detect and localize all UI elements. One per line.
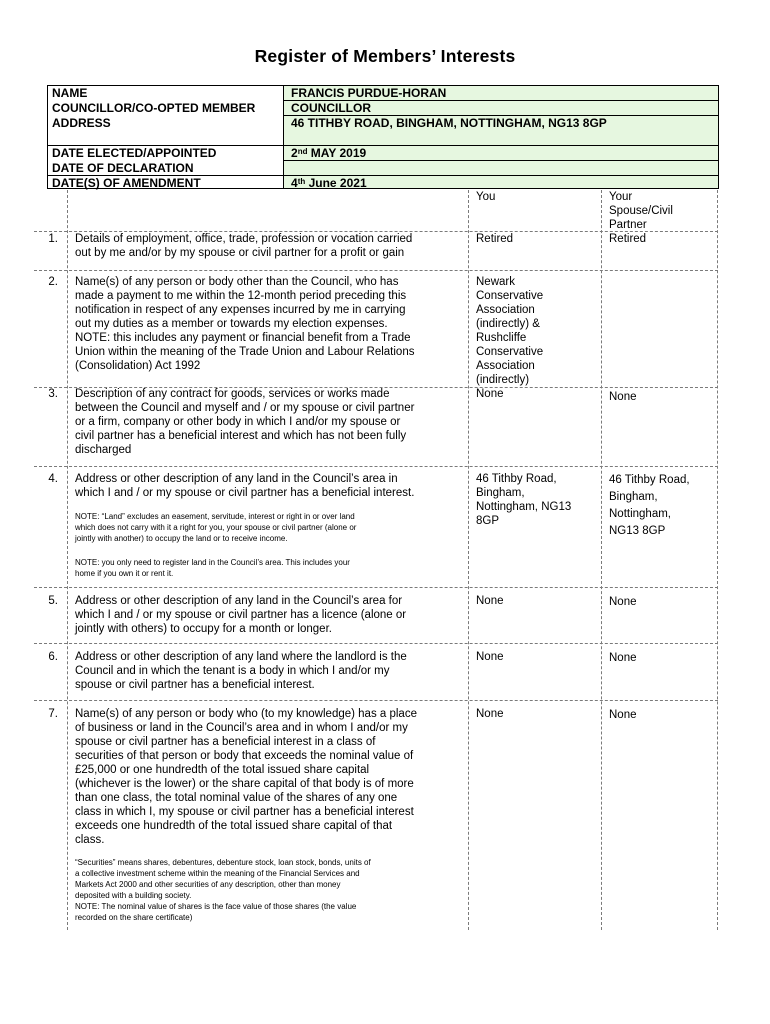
column-spouse-heading: [609, 190, 673, 232]
spouse-response: None: [609, 652, 637, 664]
securities-note: [75, 857, 371, 923]
description-line: Council and in which the tenant is a body in which I and/or my: [75, 665, 390, 677]
elected-suffix: nd: [297, 147, 308, 156]
description-line: (whichever is the lower) or the share capital of that body is of more: [75, 778, 414, 790]
item-number: 3.: [48, 388, 58, 400]
description-line: between the Council and myself and / or my spouse or civil partner: [75, 402, 415, 414]
response-line: Association: [476, 304, 535, 316]
description-line: spouse or civil partner has a beneficial interest in a class of: [75, 736, 376, 748]
response-line: Bingham,: [609, 491, 658, 503]
amendment-suffix: th: [297, 177, 306, 186]
response-line: Rushcliffe: [476, 332, 527, 344]
note-line: “Securities” means shares, debentures, debenture stock, loan stock, bonds, units of: [75, 858, 371, 867]
description-line: Address or other description of any land in the Council’s area for: [75, 595, 403, 607]
response-line: 46 Tithby Road,: [609, 474, 690, 486]
item-description: [75, 707, 417, 847]
note-line: deposited with a building society.: [75, 891, 192, 900]
you-response: None: [476, 708, 504, 720]
you-response: [476, 275, 543, 387]
response-line: Nottingham, NG13: [476, 501, 572, 513]
description-line: Details of employment, office, trade, profession or vocation carried: [75, 233, 413, 245]
column-you-heading: You: [476, 191, 496, 203]
description-line: out my duties as a member or towards my election expenses.: [75, 318, 388, 330]
note-line: NOTE: The nominal value of shares is the face value of those shares (the value: [75, 902, 357, 911]
description-line: of business or land in the Council’s area and in whom I and/or my: [75, 722, 408, 734]
grid-line: [67, 190, 68, 930]
name-label: NAME: [52, 86, 88, 100]
note-line: home if you own it or rent it.: [75, 569, 174, 578]
description-line: made a payment to me within the 12-month period preceding this: [75, 290, 407, 302]
you-response: [476, 472, 571, 528]
item-number: 7.: [48, 708, 58, 720]
you-response: None: [476, 388, 504, 400]
response-line: Nottingham,: [609, 508, 672, 520]
item-number: 4.: [48, 473, 58, 485]
you-response: Retired: [476, 233, 514, 245]
description-line: jointly with others) to occupy for a month or longer.: [75, 623, 332, 635]
elected-rest: MAY 2019: [307, 146, 367, 160]
address-label: ADDRESS: [52, 116, 111, 130]
response-line: 46 Tithby Road,: [476, 473, 557, 485]
response-line: Association: [476, 360, 535, 372]
address-value: 46 TITHBY ROAD, BINGHAM, NOTTINGHAM, NG13 8GP: [291, 116, 607, 130]
page-title: Register of Members’ Interests: [254, 46, 516, 66]
description-line: class in which I, my spouse or civil partner has a beneficial interest: [75, 806, 414, 818]
description-line: securities of that person or body that exceeds the nominal value of: [75, 750, 414, 762]
spouse-response: [609, 472, 690, 540]
item-description: [75, 594, 406, 636]
description-line: class.: [75, 834, 105, 846]
role-label: COUNCILLOR/CO-OPTED MEMBER: [52, 101, 256, 115]
description-line: discharged: [75, 444, 132, 456]
description-line: Address or other description of any land where the landlord is the: [75, 651, 407, 663]
note-line: Markets Act 2000 and other securities of any description, other than money: [75, 880, 341, 889]
note-line: NOTE: “Land” excludes an easement, servitude, interest or right in or over land: [75, 512, 355, 521]
grid-line: [34, 466, 718, 467]
item-description: [75, 387, 414, 457]
description-line: spouse or civil partner has a beneficial interest.: [75, 679, 315, 691]
grid-line: [34, 643, 718, 644]
description-line: civil partner has a beneficial interest and which has not been fully: [75, 430, 407, 442]
spouse-response: None: [609, 709, 637, 721]
elected-label: DATE ELECTED/APPOINTED: [52, 146, 217, 160]
description-line: NOTE: this includes any payment or financial benefit from a Trade: [75, 332, 411, 344]
role-value: COUNCILLOR: [291, 101, 371, 115]
description-line: £25,000 or one hundredth of the total issued share capital: [75, 764, 370, 776]
response-line: (indirectly) &: [476, 318, 540, 330]
column-spouse-heading-line: Your: [609, 191, 633, 203]
note-line: which does not carry with it a right for you, your spouse or civil partner (alone or: [75, 523, 357, 532]
description-line: or a firm, company or other body in which I and/or my spouse or: [75, 416, 401, 428]
note-line: jointly with another) to occupy the land or to receive income.: [75, 534, 288, 543]
response-line: (indirectly): [476, 374, 530, 386]
item-number: 2.: [48, 276, 58, 288]
land-note: [75, 511, 356, 544]
description-line: which I and / or my spouse or civil partner has a beneficial interest.: [75, 487, 415, 499]
amendment-date-value: [291, 176, 367, 191]
you-response: None: [476, 595, 504, 607]
description-line: exceeds one hundredth of the total issued share capital of that: [75, 820, 393, 832]
note-line: NOTE: you only need to register land in the Council’s area. This includes your: [75, 558, 350, 567]
response-line: NG13 8GP: [609, 525, 666, 537]
description-line: out by me and/or by my spouse or civil partner for a profit or gain: [75, 247, 405, 259]
grid-line: [601, 190, 602, 930]
description-line: notification in respect of any expenses incurred by me in carrying: [75, 304, 406, 316]
item-number: 6.: [48, 651, 58, 663]
note-line: a collective investment scheme within the meaning of the Financial Services and: [75, 869, 360, 878]
elected-day: 2: [291, 146, 298, 160]
column-spouse-heading-line: Partner: [609, 219, 647, 231]
item-number: 1.: [48, 233, 58, 245]
area-note: [75, 557, 350, 579]
grid-line: [34, 587, 718, 588]
grid-line: [468, 190, 469, 930]
item-description: [75, 650, 407, 692]
note-line: recorded on the share certificate): [75, 913, 193, 922]
description-line: Name(s) of any person or body other than the Council, who has: [75, 276, 399, 288]
description-line: which I and / or my spouse or civil partner has a licence (alone or: [75, 609, 407, 621]
description-line: (Consolidation) Act 1992: [75, 360, 201, 372]
item-description: [75, 232, 412, 260]
response-line: Conservative: [476, 290, 544, 302]
spouse-response: None: [609, 596, 637, 608]
declaration-label: DATE OF DECLARATION: [52, 161, 194, 175]
name-value: FRANCIS PURDUE-HORAN: [291, 86, 447, 100]
response-line: Newark: [476, 276, 515, 288]
response-line: 8GP: [476, 515, 500, 527]
response-line: Conservative: [476, 346, 544, 358]
grid-line: [34, 700, 718, 701]
amendment-rest: June 2021: [305, 176, 367, 190]
amendment-label: DATE(S) OF AMENDMENT: [52, 176, 201, 190]
description-line: Address or other description of any land in the Council’s area in: [75, 473, 398, 485]
grid-line: [34, 270, 718, 271]
description-line: Union within the meaning of the Trade Union and Labour Relations: [75, 346, 415, 358]
grid-line: [717, 190, 718, 930]
response-line: Bingham,: [476, 487, 525, 499]
elected-date-value: [291, 146, 366, 161]
item-description: [75, 275, 414, 373]
item-number: 5.: [48, 595, 58, 607]
spouse-response: None: [609, 391, 637, 403]
you-response: None: [476, 651, 504, 663]
column-spouse-heading-line: Spouse/Civil: [609, 205, 673, 217]
description-line: Name(s) of any person or body who (to my knowledge) has a place: [75, 708, 417, 720]
amendment-day: 4: [291, 176, 298, 190]
member-details-header: [47, 85, 719, 189]
spouse-response: Retired: [609, 233, 647, 245]
description-line: Description of any contract for goods, services or works made: [75, 388, 390, 400]
item-description: [75, 472, 414, 500]
description-line: than one class, the total nominal value of the shares of any one: [75, 792, 398, 804]
